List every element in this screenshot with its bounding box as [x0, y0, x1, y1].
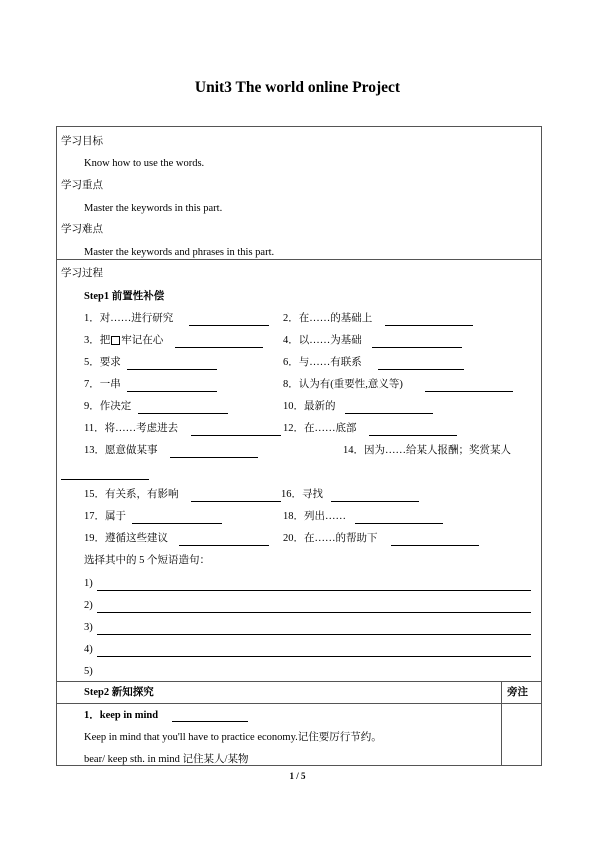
step1-heading: Step1 前置性补偿: [84, 291, 165, 302]
phrase-item-part: 3．把: [84, 335, 111, 346]
answer-blank[interactable]: [127, 391, 217, 392]
answer-blank[interactable]: [369, 435, 457, 436]
table-divider: [57, 681, 541, 682]
phrase-item-part: 牢记在心: [121, 335, 164, 346]
sentence-number: 3): [84, 622, 93, 633]
answer-blank[interactable]: [372, 347, 462, 348]
process-box: [56, 259, 542, 766]
phrase-item: 14．因为……给某人报酬；奖赏某人: [343, 445, 511, 456]
side-note-column-divider: [501, 681, 502, 766]
phrase-item: 17．属于: [84, 511, 126, 522]
phrase-item: 16．寻找: [281, 489, 323, 500]
goals-heading: 学习目标: [61, 136, 103, 147]
key-points-text: Master the keywords in this part.: [84, 203, 223, 214]
answer-blank[interactable]: [179, 545, 269, 546]
answer-blank[interactable]: [345, 413, 433, 414]
page-number: 1 / 5: [289, 771, 306, 781]
sentence-line[interactable]: [97, 656, 531, 657]
document-title: Unit3 The world online Project: [194, 79, 401, 96]
point1-example: Keep in mind that you'll have to practice economy.记住要厉行节约。: [84, 732, 382, 743]
answer-blank[interactable]: [138, 413, 228, 414]
phrase-item: 4．以……为基础: [283, 335, 362, 346]
phrase-item: 7．一串: [84, 379, 121, 390]
phrase-item: 11．将……考虑进去: [84, 423, 179, 434]
goals-box: [56, 126, 542, 260]
phrase-item: 5．要求: [84, 357, 121, 368]
phrase-item: 9．作决定: [84, 401, 132, 412]
step2-heading: Step2 新知探究: [84, 687, 154, 698]
phrase-item: 10．最新的: [283, 401, 336, 412]
sentence-number: 4): [84, 644, 93, 655]
answer-blank[interactable]: [189, 325, 269, 326]
placeholder-box-icon: [111, 336, 120, 345]
answer-blank[interactable]: [172, 721, 248, 722]
phrase-item: 12．在……底部: [283, 423, 357, 434]
answer-blank[interactable]: [378, 369, 464, 370]
answer-blank[interactable]: [127, 369, 217, 370]
goals-text: Know how to use the words.: [84, 158, 205, 169]
answer-blank[interactable]: [175, 347, 263, 348]
phrase-item: [84, 334, 163, 348]
phrase-item: 20．在……的帮助下: [283, 533, 378, 544]
difficulties-text: Master the keywords and phrases in this part.: [84, 247, 275, 258]
point1-usage: bear/ keep sth. in mind 记住某人/某物: [84, 754, 249, 765]
answer-blank[interactable]: [385, 325, 473, 326]
phrase-item: 18．列出……: [283, 511, 346, 522]
phrase-item: 2．在……的基础上: [283, 313, 373, 324]
table-divider: [57, 703, 541, 704]
phrase-item: 19．遵循这些建议: [84, 533, 168, 544]
sentence-number: 2): [84, 600, 93, 611]
side-note-heading: 旁注: [507, 687, 528, 698]
answer-blank[interactable]: [191, 435, 281, 436]
point1-title: 1．keep in mind: [84, 710, 159, 721]
phrase-item: 1．对……进行研究: [84, 313, 174, 324]
answer-blank[interactable]: [391, 545, 479, 546]
answer-blank[interactable]: [61, 479, 149, 480]
sentence-prompt: 选择其中的 5 个短语造句：: [84, 555, 210, 566]
phrase-item: 6．与……有联系: [283, 357, 362, 368]
difficulties-heading: 学习难点: [61, 224, 103, 235]
sentence-line[interactable]: [97, 590, 531, 591]
sentence-number: 5): [84, 666, 93, 677]
process-heading: 学习过程: [61, 268, 103, 279]
answer-blank[interactable]: [132, 523, 222, 524]
sentence-line[interactable]: [97, 634, 531, 635]
answer-blank[interactable]: [425, 391, 513, 392]
answer-blank[interactable]: [355, 523, 443, 524]
key-points-heading: 学习重点: [61, 180, 103, 191]
answer-blank[interactable]: [191, 501, 281, 502]
answer-blank[interactable]: [331, 501, 419, 502]
answer-blank[interactable]: [170, 457, 258, 458]
phrase-item: 13．愿意做某事: [84, 445, 158, 456]
sentence-line[interactable]: [97, 612, 531, 613]
sentence-number: 1): [84, 578, 93, 589]
phrase-item: 15．有关系，有影响: [84, 489, 179, 500]
phrase-item: 8．认为有(重要性,意义等): [283, 379, 403, 390]
